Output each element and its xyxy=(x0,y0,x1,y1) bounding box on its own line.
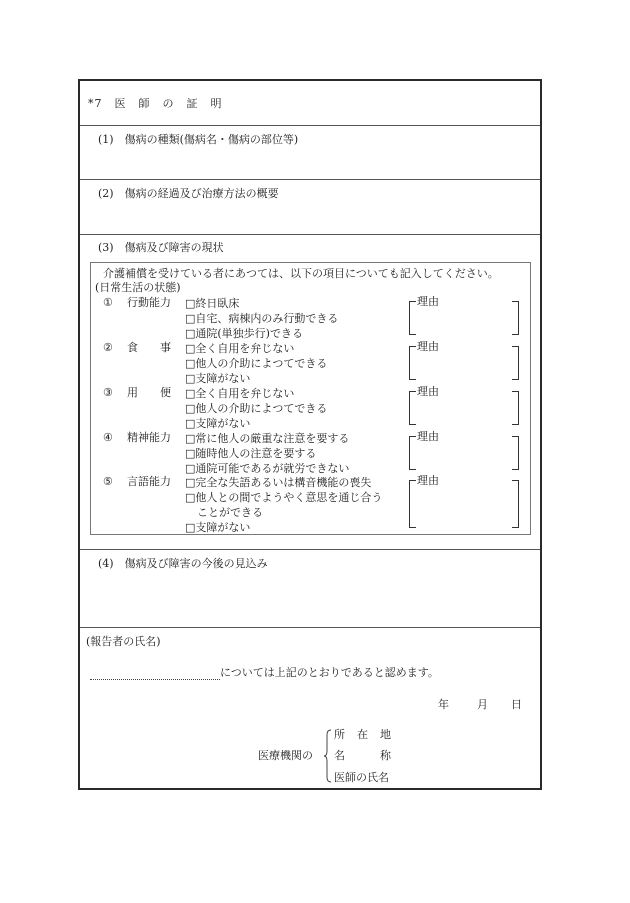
bracket-left xyxy=(409,436,416,470)
bracket-left xyxy=(409,480,416,528)
bracket-right xyxy=(512,436,519,470)
option-list xyxy=(185,341,327,386)
care-compensation-box xyxy=(90,262,531,535)
item-number: ② xyxy=(103,341,113,354)
item-category: 精神能力 xyxy=(127,431,171,444)
item-category: 言語能力 xyxy=(127,475,171,488)
section-2-label: (2) 傷病の経過及び治療方法の概要 xyxy=(98,187,279,200)
option-list xyxy=(185,475,382,535)
section-4-label: (4) 傷病及び障害の今後の見込み xyxy=(98,557,268,570)
item-number: ③ xyxy=(103,386,113,399)
section-1-field[interactable] xyxy=(86,145,536,177)
item-category: 食 事 xyxy=(127,341,171,354)
section-2-field[interactable] xyxy=(86,201,536,231)
reason-field[interactable] xyxy=(409,296,519,338)
bracket-left xyxy=(409,346,416,380)
item-number: ⑤ xyxy=(103,475,113,488)
date-month-label: 月 xyxy=(477,698,488,711)
reason-field[interactable] xyxy=(409,386,519,428)
divider xyxy=(80,234,540,235)
reason-label: 理由 xyxy=(417,385,439,398)
reporter-name-field[interactable] xyxy=(90,679,220,680)
date-year-label: 年 xyxy=(438,698,449,711)
item-category: 行動能力 xyxy=(127,296,171,309)
reason-field[interactable] xyxy=(409,431,519,473)
item-number: ④ xyxy=(103,431,113,444)
reporter-name-label: (報告者の氏名) xyxy=(86,635,161,648)
checkbox-option[interactable]: □他人の介助によつてできる xyxy=(185,357,328,370)
bracket-right xyxy=(512,346,519,380)
checkbox-option[interactable]: □他人との間でようやく意思を通じ合う xyxy=(185,491,383,504)
option-list xyxy=(185,296,338,341)
section-4-field[interactable] xyxy=(86,573,536,623)
checkbox-option[interactable]: □通院(単独歩行)できる xyxy=(185,327,303,340)
divider xyxy=(80,627,540,628)
reason-field[interactable] xyxy=(409,475,519,531)
reason-label: 理由 xyxy=(417,340,439,353)
reason-label: 理由 xyxy=(417,430,439,443)
date-day-label: 日 xyxy=(511,698,522,711)
checkbox-option[interactable]: □随時他人の注意を要する xyxy=(185,447,317,460)
bracket-left xyxy=(409,301,416,335)
reason-field[interactable] xyxy=(409,341,519,383)
bracket-right xyxy=(512,480,519,528)
certification-statement: については上記のとおりであると認めます。 xyxy=(220,666,439,679)
checkbox-option[interactable]: □全く自用を弁じない xyxy=(185,342,295,355)
doctor-certificate-form xyxy=(78,79,542,790)
doctor-name-label: 医師の氏名 xyxy=(334,771,389,784)
daily-life-heading: (日常生活の状態) xyxy=(95,281,181,294)
checkbox-option[interactable]: □全く自用を弁じない xyxy=(185,387,295,400)
checkbox-option[interactable]: □常に他人の厳重な注意を要する xyxy=(185,432,350,445)
option-list xyxy=(185,431,349,476)
checkbox-option[interactable]: □自宅、病棟内のみ行動できる xyxy=(185,312,339,325)
item-category: 用 便 xyxy=(127,386,171,399)
section-1-label: (1) 傷病の種類(傷病名・傷病の部位等) xyxy=(98,133,299,146)
bracket-left xyxy=(409,391,416,425)
bracket-right xyxy=(512,301,519,335)
option-continuation: ことができる xyxy=(197,506,263,519)
form-title: *7 医 師 の 証 明 xyxy=(88,97,223,110)
care-intro: 介護補償を受けている者にあつては、以下の項目についても記入してください。 xyxy=(103,267,499,280)
reason-label: 理由 xyxy=(417,295,439,308)
bracket-right xyxy=(512,391,519,425)
checkbox-option[interactable]: □他人の介助によつてできる xyxy=(185,402,328,415)
reason-label: 理由 xyxy=(417,474,439,487)
item-number: ① xyxy=(103,296,113,309)
divider xyxy=(80,179,540,180)
checkbox-option[interactable]: □通院可能であるが就労できない xyxy=(185,462,350,475)
checkbox-option[interactable]: □支障がない xyxy=(185,417,251,430)
option-list xyxy=(185,386,327,431)
institution-name-label: 名 称 xyxy=(334,749,392,762)
section-3-label: (3) 傷病及び障害の現状 xyxy=(98,241,224,254)
institution-prefix: 医療機関の xyxy=(258,749,313,762)
checkbox-option[interactable]: □完全な失語あるいは構音機能の喪失 xyxy=(185,476,372,489)
curly-brace-icon xyxy=(324,729,332,783)
divider xyxy=(80,549,540,550)
checkbox-option[interactable]: □支障がない xyxy=(185,521,251,534)
checkbox-option[interactable]: □支障がない xyxy=(185,372,251,385)
institution-address-label: 所 在 地 xyxy=(334,728,392,741)
divider xyxy=(80,125,540,126)
checkbox-option[interactable]: □終日臥床 xyxy=(185,297,240,310)
